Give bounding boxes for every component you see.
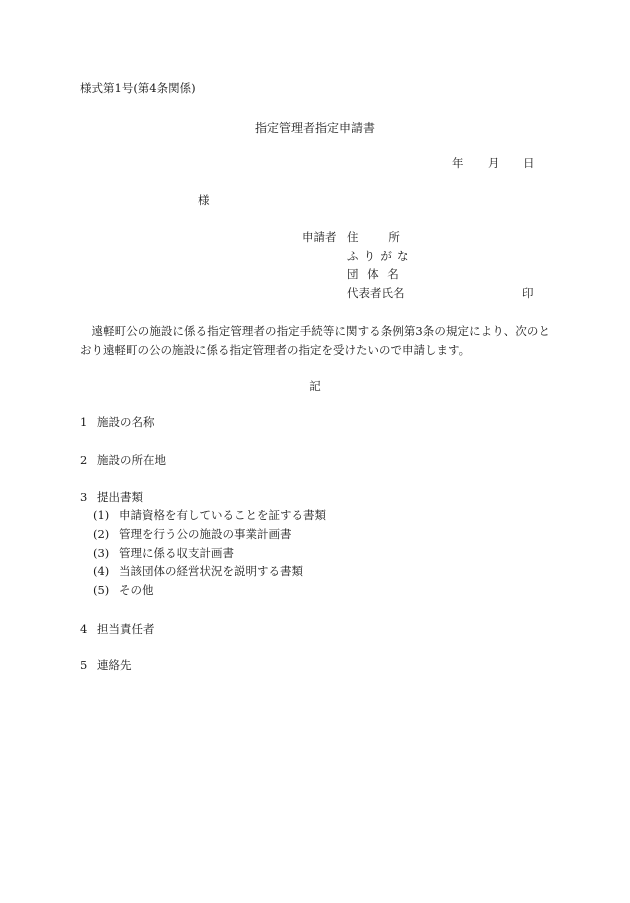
seal-mark: 印 (522, 286, 534, 300)
document-item: その他 (119, 583, 154, 597)
section-number: 4 (80, 622, 88, 636)
applicant-label: 申請者 (302, 230, 337, 244)
application-statement: 遠軽町公の施設に係る指定管理者の指定手続等に関する条例第3条の規定により、次のとおり遠軽町の公の施設に係る指定管理者の指定を受けたいので申請します。 (80, 324, 550, 357)
ki-heading: 記 (309, 379, 321, 393)
document-item: 管理に係る収支計画書 (119, 546, 234, 560)
document-number: (1) (93, 508, 110, 522)
document-number: (2) (93, 527, 110, 541)
representative-field-label: 代表者氏名 (347, 286, 405, 300)
document-number: (5) (93, 583, 110, 597)
section-contact: 連絡先 (97, 658, 132, 672)
document-item: 申請資格を有していることを証する書類 (119, 508, 326, 522)
section-number: 5 (80, 658, 88, 672)
section-number: 1 (80, 415, 88, 429)
section-documents: 提出書類 (97, 490, 143, 504)
section-facility-location: 施設の所在地 (97, 453, 166, 467)
furigana-field-label: ふりがな (347, 249, 414, 263)
date-month-label: 月 (488, 156, 500, 170)
organization-field-label: 団体名 (347, 267, 408, 281)
form-number: 様式第1号(第4条関係) (80, 81, 196, 95)
addressee-honorific: 様 (198, 193, 210, 207)
date-day-label: 日 (523, 156, 535, 170)
document-title: 指定管理者指定申請書 (254, 121, 375, 135)
document-number: (3) (93, 546, 110, 560)
section-facility-name: 施設の名称 (97, 415, 155, 429)
section-person-in-charge: 担当責任者 (97, 622, 155, 636)
document-item: 管理を行う公の施設の事業計画書 (119, 527, 292, 541)
document-item: 当該団体の経営状況を説明する書類 (119, 564, 303, 578)
section-number: 2 (80, 453, 88, 467)
section-number: 3 (80, 490, 88, 504)
date-year-label: 年 (452, 156, 464, 170)
address-field-label: 住所 (347, 230, 430, 244)
document-number: (4) (93, 564, 110, 578)
